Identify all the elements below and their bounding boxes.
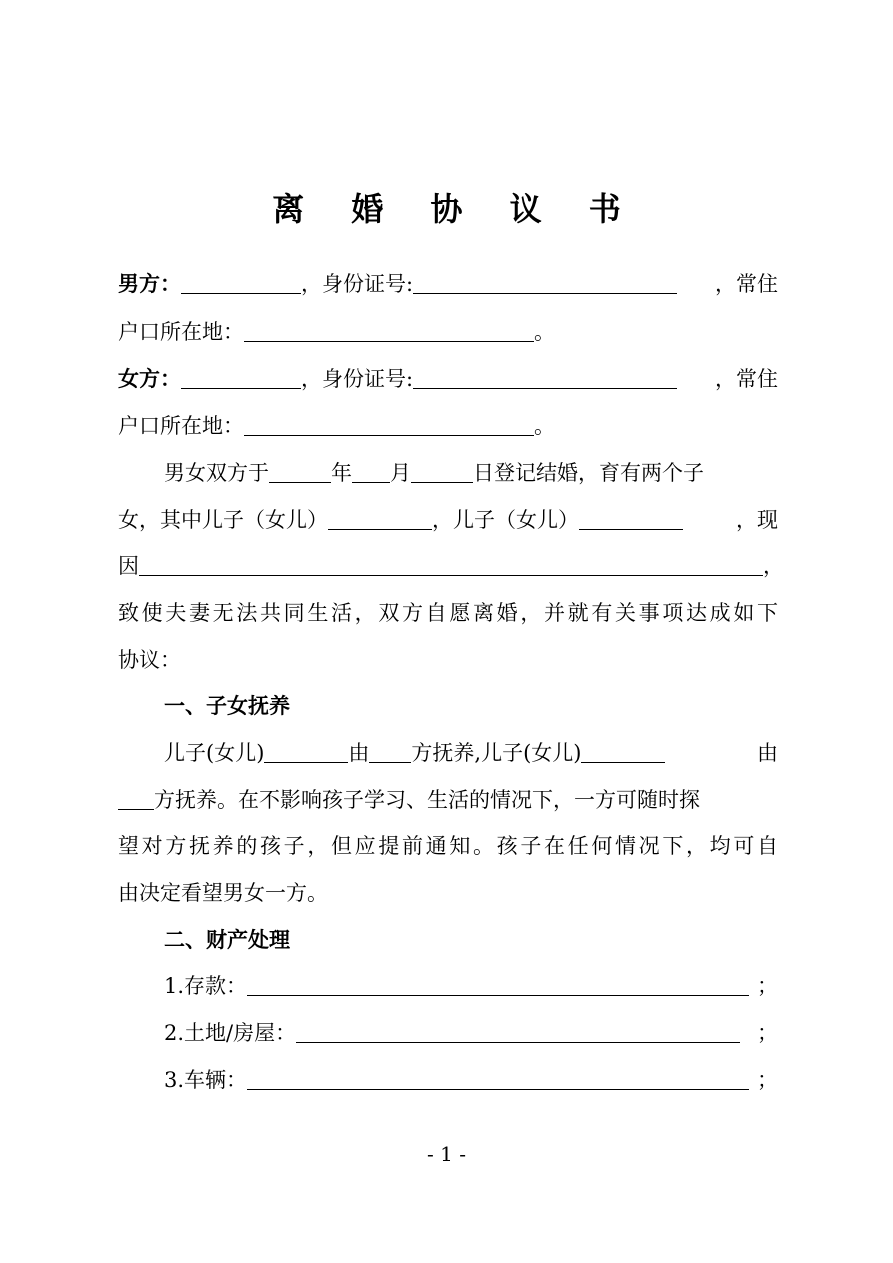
year-label: 年	[331, 461, 352, 485]
male-id-label: ，身份证号:	[301, 272, 414, 296]
reason-label: 因	[118, 554, 139, 578]
intro-line-2	[118, 504, 778, 536]
vehicle-blank[interactable]	[247, 1067, 749, 1090]
land-blank[interactable]	[296, 1020, 740, 1043]
intro-line-5: 协议：	[118, 648, 181, 672]
intro-line-3	[118, 550, 784, 582]
intro-line-4: 致使夫妻无法共同生活，双方自愿离婚，并就有关事项达成如下	[118, 601, 778, 625]
section1-line-2	[118, 784, 778, 816]
section1-line-3: 望对方抚养的孩子，但应提前通知。孩子在任何情况下，均可自	[118, 834, 778, 858]
now-text: ，现	[736, 508, 778, 532]
custody-party2-blank[interactable]	[118, 787, 154, 810]
reason-end: ，	[763, 554, 784, 578]
child1-blank[interactable]	[328, 507, 432, 530]
child2-label: ，儿子（女儿）	[432, 508, 579, 532]
document-title: 离 婚 协 议 书	[272, 190, 639, 228]
male-name-blank[interactable]	[181, 271, 301, 294]
section1-line-1	[118, 737, 778, 769]
month-blank[interactable]	[352, 460, 390, 483]
male-residence-end: 。	[534, 320, 555, 344]
custody-text-2: 方抚养。在不影响孩子学习、生活的情况下，一方可随时探	[154, 788, 700, 812]
month-label: 月	[390, 461, 411, 485]
male-residence-line	[118, 316, 778, 348]
property-item-deposit	[118, 970, 778, 1002]
deposit-label: 1.存款：	[164, 974, 248, 998]
female-line	[118, 363, 778, 395]
vehicle-label: 3.车辆：	[164, 1068, 248, 1092]
day-text: 日登记结婚，育有两个子	[473, 461, 704, 485]
child1-label: 女，其中儿子（女儿）	[118, 508, 328, 532]
male-residence-label: 户口所在地：	[118, 320, 244, 344]
year-blank[interactable]	[269, 460, 331, 483]
child2-blank[interactable]	[579, 507, 683, 530]
male-residence-tail: ，常住	[715, 272, 778, 296]
female-label: 女方：	[118, 367, 181, 391]
custody-by-2: 由	[757, 741, 778, 765]
male-label: 男方：	[118, 272, 181, 296]
section2-heading: 二、财产处理	[164, 928, 290, 952]
female-id-label: ，身份证号:	[301, 367, 414, 391]
custody-child2-label: 方抚养,儿子(女儿)	[411, 741, 582, 765]
custody-by-1: 由	[348, 741, 370, 765]
property-item-land	[118, 1017, 778, 1049]
intro-text: 男女双方于	[164, 461, 269, 485]
female-id-blank[interactable]	[413, 366, 677, 389]
female-residence-line	[118, 410, 778, 442]
reason-blank[interactable]	[139, 553, 763, 576]
intro-line-1	[118, 457, 778, 489]
male-id-blank[interactable]	[413, 271, 677, 294]
section1-line-4: 由决定看望男女一方。	[118, 881, 328, 905]
female-name-blank[interactable]	[181, 366, 301, 389]
female-residence-label: 户口所在地：	[118, 414, 244, 438]
land-label: 2.土地/房屋：	[164, 1021, 297, 1045]
custody-child2-blank[interactable]	[581, 740, 665, 763]
land-end: ；	[757, 1021, 778, 1045]
female-residence-blank[interactable]	[244, 413, 534, 436]
custody-child1-blank[interactable]	[264, 740, 348, 763]
day-blank[interactable]	[411, 460, 473, 483]
female-residence-tail: ，常住	[715, 367, 778, 391]
deposit-blank[interactable]	[247, 973, 749, 996]
male-residence-blank[interactable]	[244, 319, 534, 342]
vehicle-end: ；	[757, 1068, 778, 1092]
custody-party1-blank[interactable]	[369, 740, 411, 763]
custody-child1-label: 儿子(女儿)	[164, 741, 265, 765]
deposit-end: ；	[757, 974, 778, 998]
property-item-vehicle	[118, 1064, 778, 1096]
page-number: - 1 -	[427, 1142, 466, 1166]
male-line	[118, 268, 778, 300]
female-residence-end: 。	[534, 414, 555, 438]
section1-heading: 一、子女抚养	[164, 694, 290, 718]
